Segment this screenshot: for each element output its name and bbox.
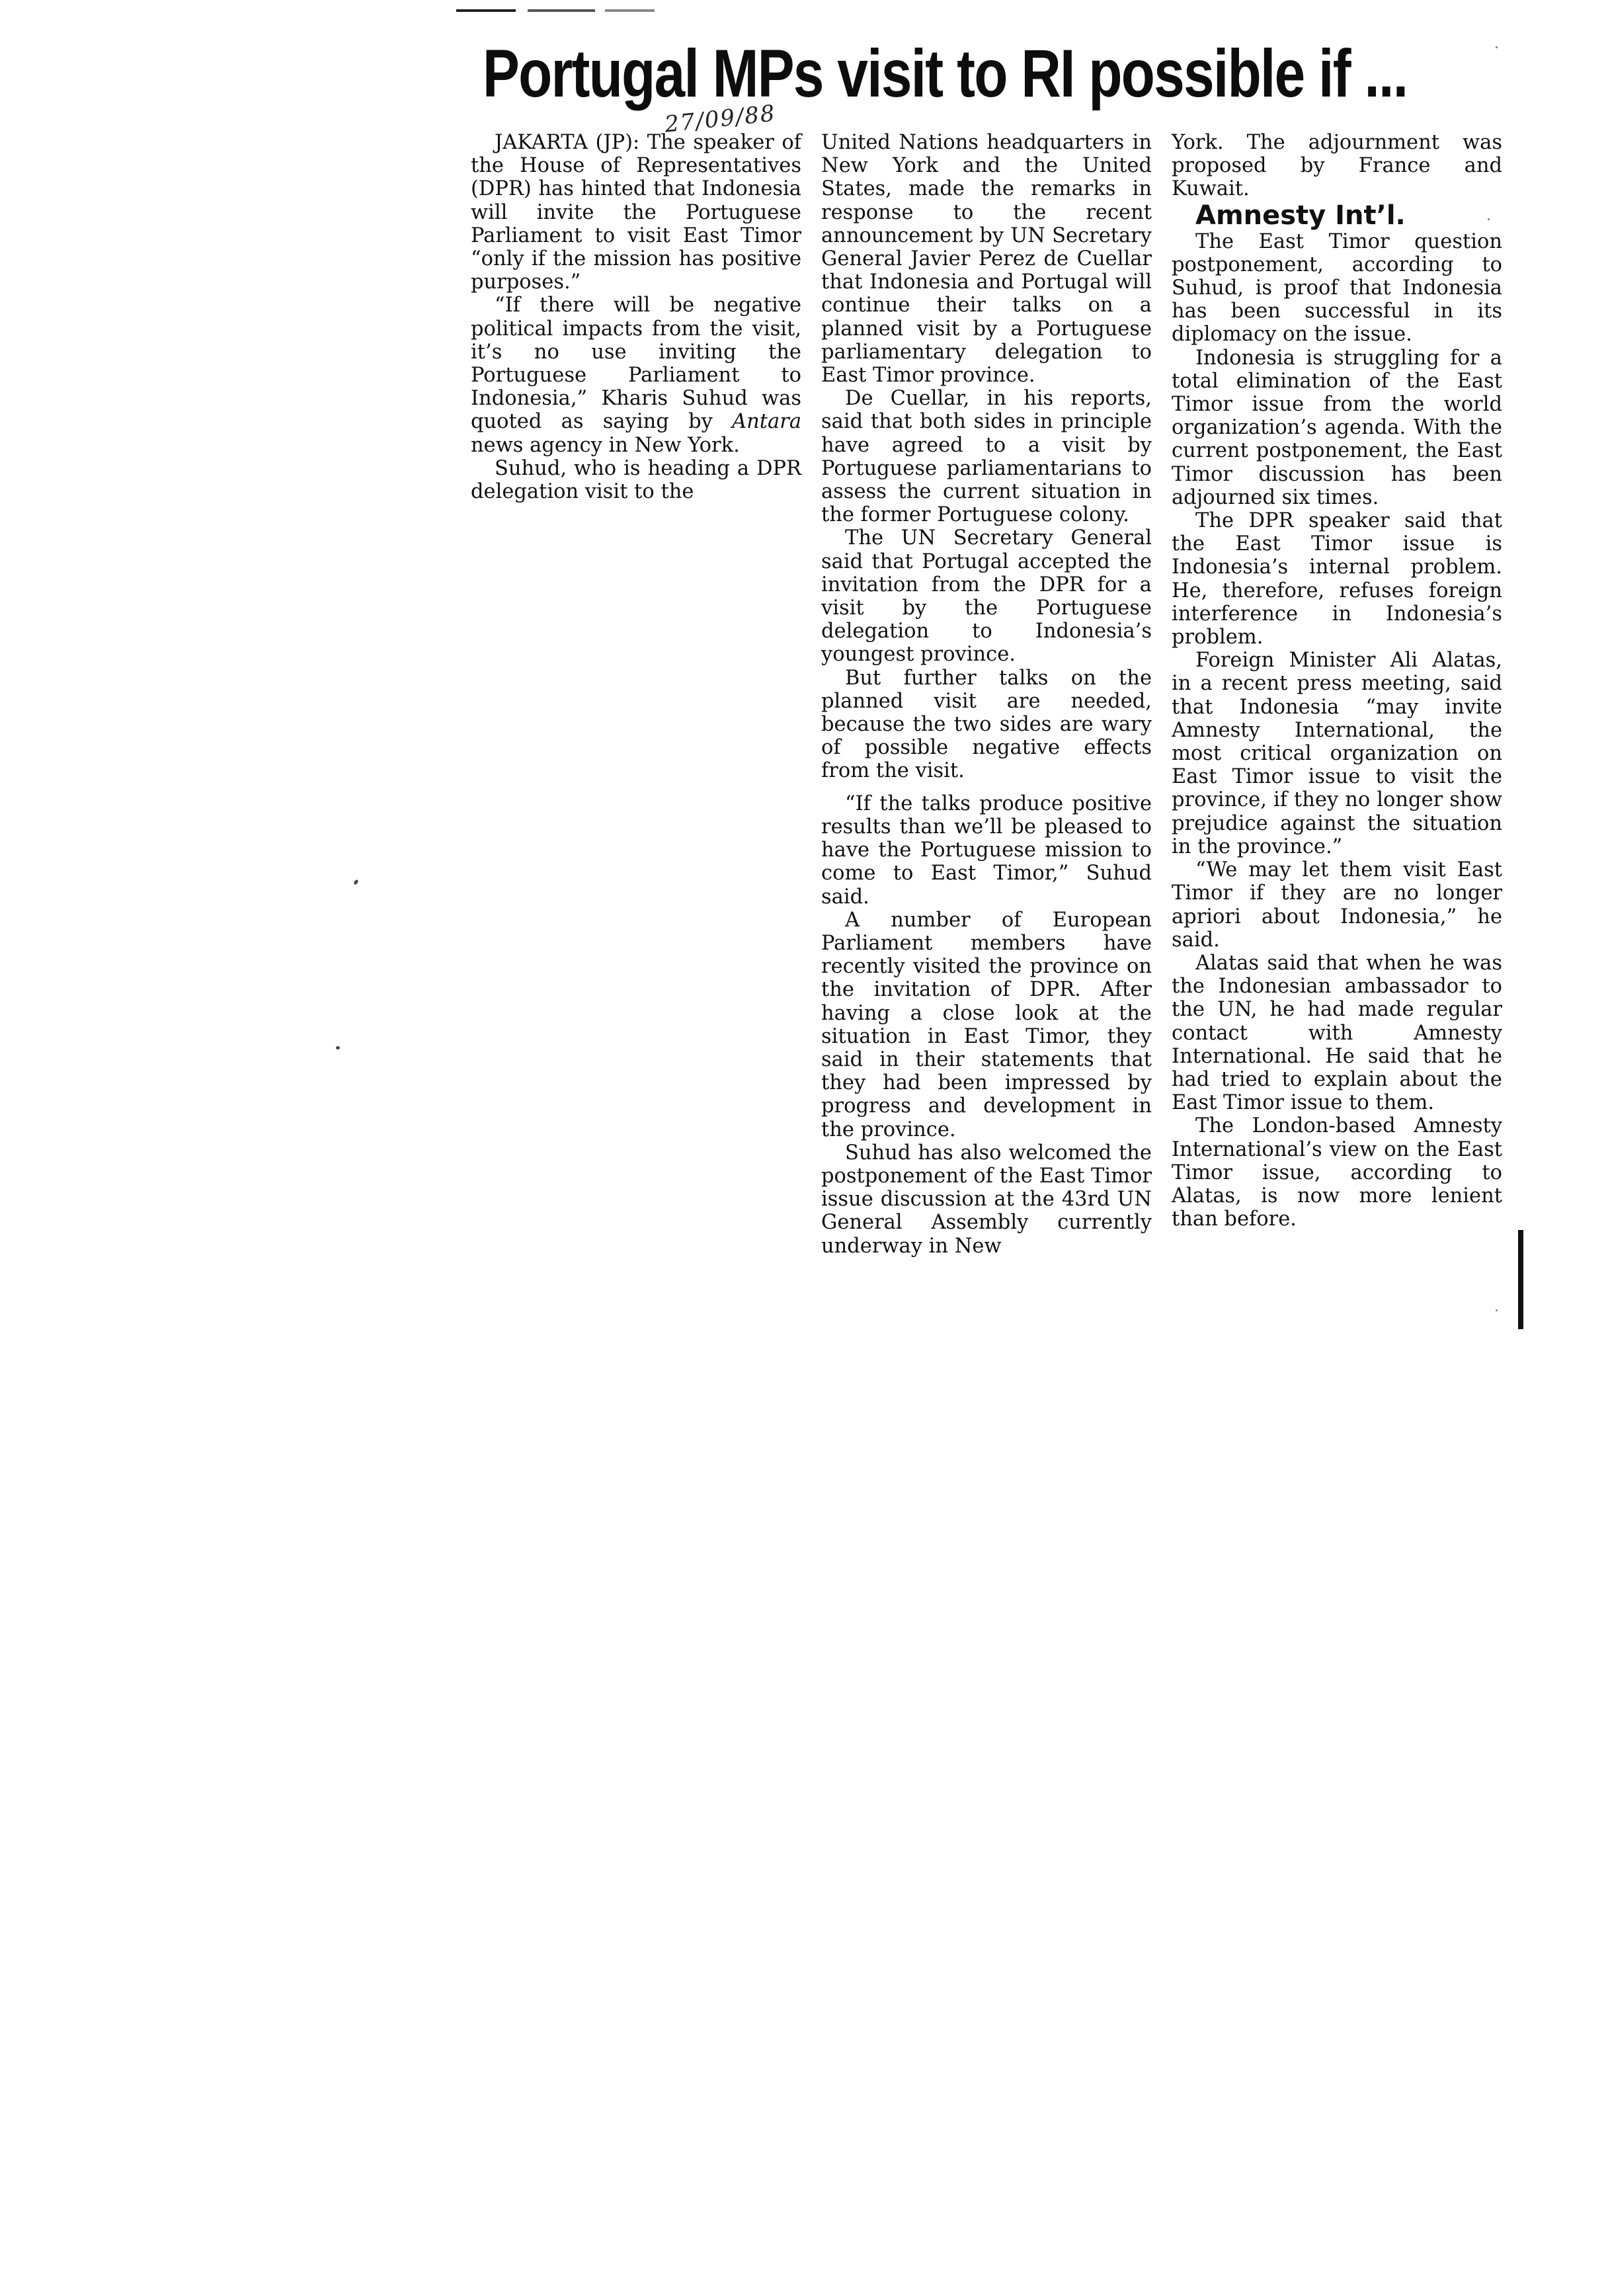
- subheading: Amnesty Int’l.: [1195, 200, 1406, 231]
- agency-name: Antara: [732, 410, 801, 434]
- paragraph: Foreign Minister Ali Alatas, in a recent press meeting, said that Indonesia “may invite Amnesty International, the most critical organization on East Timor issue to visit the province, if they no longer show prejudice against the situation in the province.”: [1172, 649, 1502, 858]
- handwritten-date: 27/09/88: [663, 100, 778, 138]
- paragraph: But further talks on the planned visit are needed, because the two sides are wary of possible negative effects from the visit.: [821, 666, 1152, 783]
- scan-speck: [1496, 1309, 1498, 1311]
- paragraph: The UN Secretary General said that Portugal accepted the invitation from the DPR for a visit by the Portuguese delegation to Indonesia’s youngest province.: [821, 526, 1152, 667]
- headline: Portugal MPs visit to RI possible if ...: [483, 36, 1408, 111]
- scan-edge-bar: [1518, 1230, 1523, 1329]
- paragraph: Indonesia is struggling for a total elimination of the East Timor issue from the world organization’s agenda. With the current postponement, the East Timor discussion has been adjourned six times.: [1172, 346, 1502, 509]
- paragraph: JAKARTA (JP): The speaker of the House of Representatives (DPR) has hinted that Indonesia will invite the Portuguese Parliament to visit East Timor “only if the mission has positive purposes.”: [471, 131, 801, 294]
- paragraph: “We may let them visit East Timor if they are no longer apriori about Indonesia,” he said.: [1172, 858, 1502, 952]
- paragraph: York. The adjournment was proposed by France and Kuwait.: [1172, 131, 1502, 201]
- paragraph: “If there will be negative political impacts from the visit, it’s no use inviting the Portuguese Parliament to Indonesia,” Kharis Suhud was quoted as saying by Antara news agency in New York.: [471, 294, 801, 457]
- paragraph: A number of European Parliament members have recently visited the province on the invitation of DPR. After having a close look at the situation in East Timor, they said in their statements that they had been impressed by progress and development in the province.: [821, 908, 1152, 1141]
- scan-speck: [353, 879, 359, 885]
- scan-speck: [1488, 218, 1490, 220]
- scan-speck: [336, 1046, 340, 1049]
- paragraph: Suhud has also welcomed the postponement of the East Timor issue discussion at the 43rd UN General Assembly currently underway in New: [821, 1141, 1152, 1258]
- paragraph: Alatas said that when he was the Indonesian ambassador to the UN, he had made regular contact with Amnesty International. He said that he had tried to explain about the East Timor issue to them.: [1172, 951, 1502, 1115]
- paragraph: The London-based Amnesty International’s view on the East Timor issue, according to Alatas, is now more lenient than before.: [1172, 1114, 1502, 1231]
- article-column-2: [821, 131, 1152, 1258]
- scan-speck: [1496, 46, 1498, 48]
- article-column-1: [471, 131, 801, 503]
- article-column-3: [1172, 131, 1502, 1231]
- scan-edge-mark: [456, 9, 655, 12]
- paragraph: De Cuellar, in his reports, said that both sides in principle have agreed to a visit by Portuguese parliamentarians to assess the current situation in the former Portuguese colony.: [821, 387, 1152, 527]
- paragraph: Suhud, who is heading a DPR delegation visit to the: [471, 456, 801, 504]
- paragraph: United Nations headquarters in New York and the United States, made the remarks in response to the recent announcement by UN Secretary General Javier Perez de Cuellar that Indonesia and Portugal will continue their talks on a planned visit by a Portuguese parliamentary delegation to East Timor province.: [821, 131, 1152, 388]
- paragraph: “If the talks produce positive results than we’ll be pleased to have the Portuguese mission to come to East Timor,” Suhud said.: [821, 792, 1152, 909]
- paragraph: The East Timor question postponement, according to Suhud, is proof that Indonesia has been successful in its diplomacy on the issue.: [1172, 229, 1502, 347]
- paragraph: The DPR speaker said that the East Timor issue is Indonesia’s internal problem. He, therefore, refuses foreign interference in Indonesia’s problem.: [1172, 509, 1502, 649]
